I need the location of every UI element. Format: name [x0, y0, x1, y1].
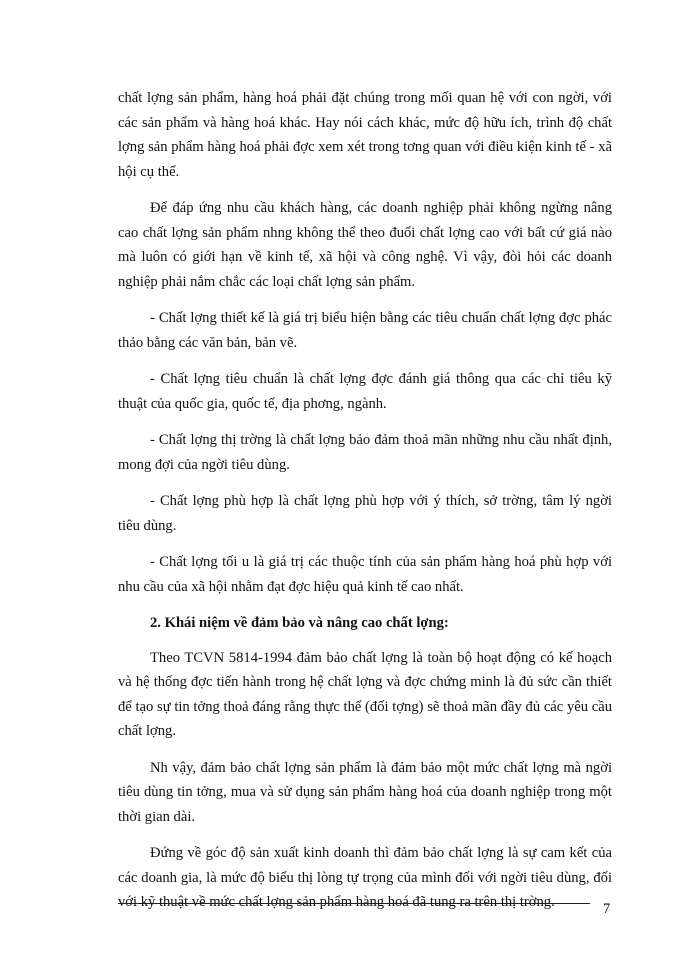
paragraph: Đứng về góc độ sản xuất kinh doanh thì đảm bảo chất lợng là sự cam kết của các doanh gia, là mức độ biểu thị lòng tự trọng của mình đối với ngời tiêu dùng, đối với kỹ thuật về mức chất lợng sản phẩm hàng hoá đã tung ra trên thị trờng. — [118, 845, 612, 910]
page-number: 7 — [603, 901, 611, 917]
document-body — [118, 86, 612, 927]
section-heading: 2. Khái niệm về đảm bảo và nâng cao chất lợng: — [150, 615, 449, 631]
list-item: - Chất lợng phù hợp là chất lợng phù hợp với ý thích, sở trờng, tâm lý ngời tiêu dùng. — [118, 493, 612, 534]
list-item: - Chất lợng thiết kế là giá trị biểu hiện bằng các tiêu chuẩn chất lợng đợc phác thảo bằng các văn bản, bản vẽ. — [118, 310, 612, 351]
paragraph: chất lợng sản phẩm, hàng hoá phải đặt chúng trong mối quan hệ với con ngời, với các sản phẩm và hàng hoá khác. Hay nói cách khác, mức độ hữu ích, trình độ chất lợng sản phẩm hàng hoá phải đợc xem xét trong tơng quan với điều kiện kinh tế - xã hội cụ thể. — [118, 90, 612, 180]
list-item: - Chất lợng tiêu chuẩn là chất lợng đợc đánh giá thông qua các chỉ tiêu kỹ thuật của quốc gia, quốc tế, địa phơng, ngành. — [118, 371, 612, 412]
paragraph: Theo TCVN 5814-1994 đảm bảo chất lợng là toàn bộ hoạt động có kế hoạch và hệ thống đợc tiến hành trong hệ chất lợng và đợc chứng minh là đủ sức cần thiết để tạo sự tin tởng thoả đáng rằng thực thể (đối tợng) sẽ thoả mãn đầy đủ các yêu cầu chất lợng. — [118, 649, 612, 739]
list-item: - Chất lợng thị trờng là chất lợng bảo đảm thoả mãn những nhu cầu nhất định, mong đợi của ngời tiêu dùng. — [118, 432, 612, 473]
list-item: - Chất lợng tối u là giá trị các thuộc tính của sản phẩm hàng hoá phù hợp với nhu cầu của xã hội nhằm đạt đợc hiệu quả kinh tế cao nhất. — [118, 554, 612, 595]
paragraph: Nh vậy, đảm bảo chất lợng sản phẩm là đảm bảo một mức chất lợng mà ngời tiêu dùng tin tởng, mua và sử dụng sản phẩm hàng hoá của doanh nghiệp trong một thời gian dài. — [118, 759, 612, 825]
footer-divider — [118, 903, 590, 904]
paragraph: Để đáp ứng nhu cầu khách hàng, các doanh nghiệp phải không ngừng nâng cao chất lợng sản phẩm nhng không thể theo đuổi chất lợng cao với bất cứ giá nào mà luôn có giới hạn về kinh tế, xã hội và công nghệ. Vì vậy, đòi hỏi các doanh nghiệp phải nắm chắc các loại chất lợng sản phẩm. — [118, 200, 612, 290]
